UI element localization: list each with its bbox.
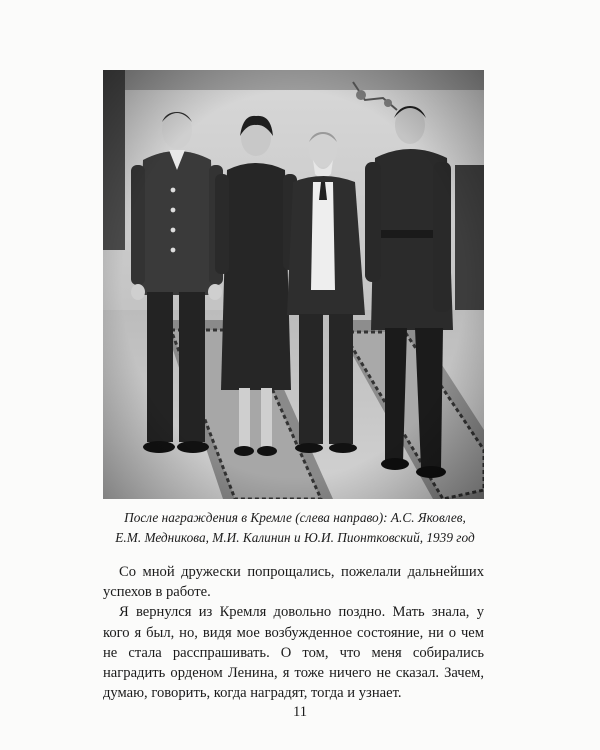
paragraph: Со мной дружески попрощались, пожелали дальнейших успехов в работе.: [103, 564, 484, 601]
caption-line-1: После награждения в Кремле (слева направо): А.С. Яковлев,: [124, 510, 466, 525]
caption-line-2: Е.М. Медникова, М.И. Калинин и Ю.И. Пионтковский, 1939 год: [115, 530, 475, 545]
photo-illustration: [103, 70, 484, 499]
paragraph: Я вернулся из Кремля довольно поздно. Мать знала, у кого я был, но, видя мое возбужденное состояние, ни о чем не стала расспрашивать. О том, что меня собирались наградить орденом Ленина, я тоже ничего не сказал. Зачем, думаю, говорить, когда наградят, тогда и узнает.: [103, 604, 484, 702]
body-text: [103, 562, 484, 703]
page-number: 11: [292, 704, 308, 720]
historical-photo: [103, 70, 484, 499]
photo-caption: [100, 508, 490, 548]
